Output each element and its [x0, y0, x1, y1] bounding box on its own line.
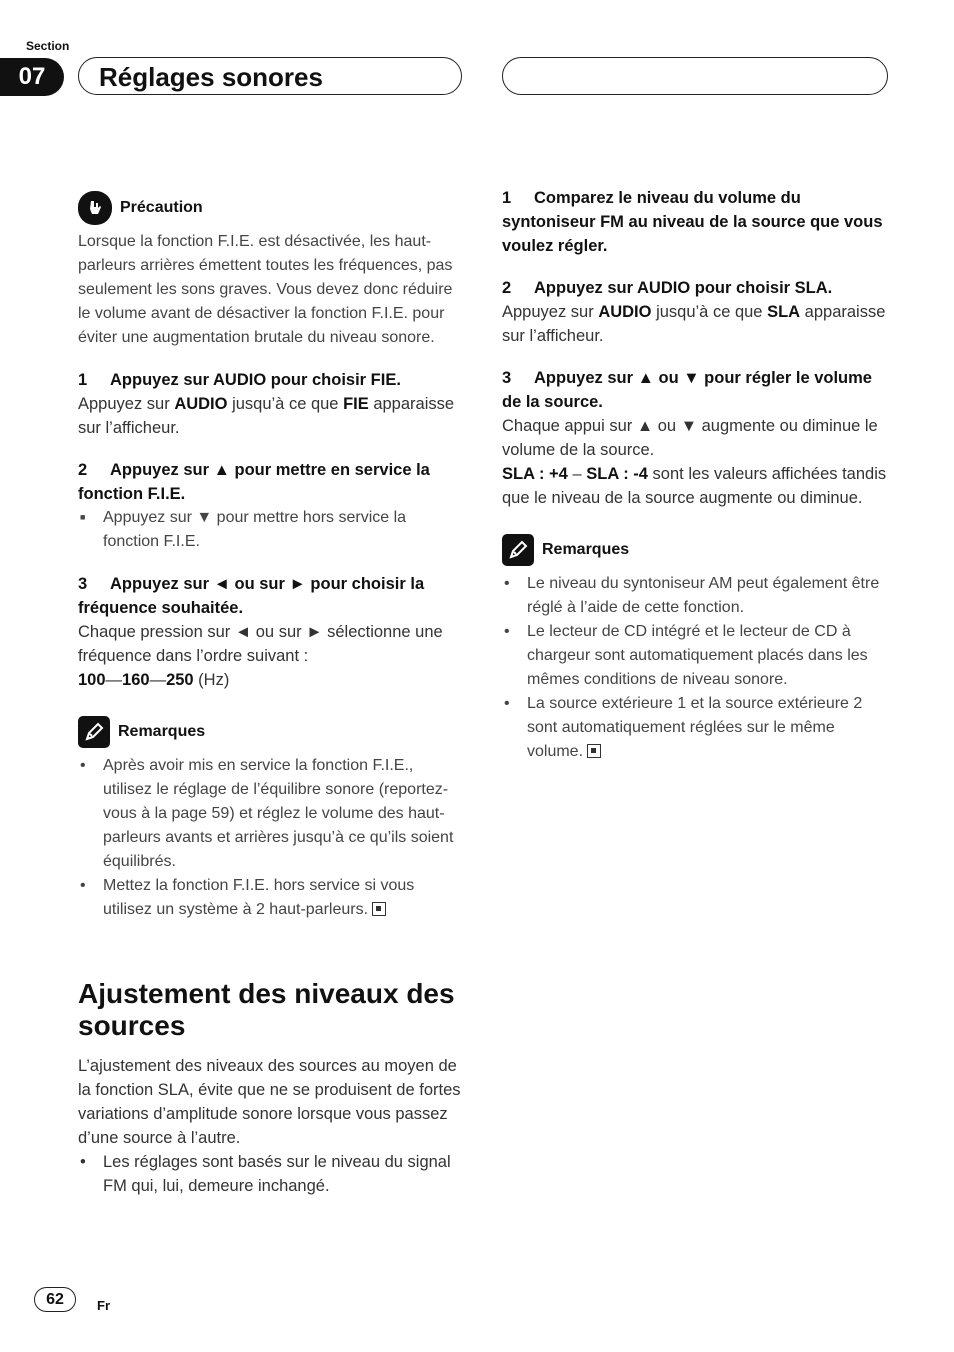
section-label: Section — [26, 39, 70, 53]
end-mark-icon — [372, 902, 386, 916]
step-2-fie — [78, 458, 464, 506]
step-title: Appuyez sur AUDIO pour choisir SLA. — [534, 279, 833, 297]
list-item: • Les réglages sont basés sur le niveau du signal FM qui, lui, demeure inchangé. — [78, 1150, 464, 1198]
step-title: Comparez le niveau du volume du syntoniseur FM au niveau de la source que vous voulez régler. — [502, 189, 883, 255]
step-title: Appuyez sur AUDIO pour choisir FIE. — [110, 371, 401, 389]
step-3-fie — [78, 572, 464, 620]
right-column — [502, 186, 888, 764]
frequency-sequence: 100—160—250 (Hz) — [78, 671, 230, 689]
step-2-sla — [502, 276, 888, 300]
caution-hand-icon — [78, 191, 112, 225]
step-2-text: Appuyez sur AUDIO jusqu’à ce que SLA apparaisse sur l’afficheur. — [502, 303, 886, 345]
step-number: 2 — [78, 461, 88, 479]
list-item: • Après avoir mis en service la fonction F.I.E., utilisez le réglage de l’équilibre sonore (reportez-vous à la page 59) et réglez le volume des haut-parleurs avants et arrières jusqu’à ce qu’ils soient équilibrés. — [78, 754, 464, 874]
list-item: • Mettez la fonction F.I.E. hors service si vous utilisez un système à 2 haut-parleurs. — [78, 874, 464, 922]
sla-values: SLA : +4 – SLA : -4 sont les valeurs affichées tandis que le niveau de la source augmente ou diminue. — [502, 465, 887, 507]
left-column — [78, 190, 464, 1198]
list-item: • La source extérieure 1 et la source extérieure 2 sont automatiquement réglées sur le même volume. — [502, 692, 888, 764]
remarks-header — [78, 714, 464, 750]
pencil-icon — [78, 716, 110, 748]
step-1-fie — [78, 368, 464, 392]
step-title: Appuyez sur ▲ pour mettre en service la fonction F.I.E. — [78, 461, 430, 503]
remarks-header — [502, 532, 888, 568]
page-number: 62 — [34, 1287, 76, 1312]
step-number: 3 — [502, 369, 512, 387]
step-3-text: Chaque pression sur ◄ ou sur ► sélectionne une fréquence dans l’ordre suivant : — [78, 623, 443, 665]
end-mark-icon — [587, 744, 601, 758]
caution-header — [78, 190, 464, 226]
caution-text: Lorsque la fonction F.I.E. est désactivée, les haut-parleurs arrières émettent toutes les fréquences, pas seulement les sons graves. Vous devez donc réduire le volume avant de désactiver la fonction F.I.E. pour éviter une augmentation brutale du niveau sonore. — [78, 233, 453, 346]
remarks-title: Remarques — [542, 541, 630, 558]
step-3-sla — [502, 366, 888, 414]
empty-title-box — [502, 57, 888, 95]
step-title: Appuyez sur ◄ ou sur ► pour choisir la fréquence souhaitée. — [78, 575, 425, 617]
step-1-text: Appuyez sur AUDIO jusqu’à ce que FIE apparaisse sur l’afficheur. — [78, 395, 455, 437]
chapter-title: Réglages sonores — [99, 62, 323, 92]
list-item: • Le niveau du syntoniseur AM peut également être réglé à l’aide de cette fonction. — [502, 572, 888, 620]
list-item: ■ Appuyez sur ▼ pour mettre hors service la fonction F.I.E. — [78, 506, 464, 554]
language-label: Fr — [97, 1298, 110, 1313]
step-number: 1 — [502, 189, 512, 207]
step-number: 3 — [78, 575, 88, 593]
section-heading: Ajustement des niveaux des sources — [78, 978, 455, 1041]
intro-text: L’ajustement des niveaux des sources au moyen de la fonction SLA, évite que ne se produisent de fortes variations d’amplitude sonore lorsque vous passez d’une source à l’autre. — [78, 1057, 461, 1147]
chapter-title-box — [78, 57, 462, 95]
caution-title: Précaution — [120, 199, 203, 216]
step-title: Appuyez sur ▲ ou ▼ pour régler le volume de la source. — [502, 369, 872, 411]
remarks-title: Remarques — [118, 723, 206, 740]
section-number: 07 — [0, 58, 64, 96]
step-number: 1 — [78, 371, 88, 389]
pencil-icon — [502, 534, 534, 566]
step-1-sla — [502, 186, 888, 258]
step-number: 2 — [502, 279, 512, 297]
step-3-text: Chaque appui sur ▲ ou ▼ augmente ou diminue le volume de la source. — [502, 417, 878, 459]
list-item: • Le lecteur de CD intégré et le lecteur de CD à chargeur sont automatiquement placés dans les mêmes conditions de niveau sonore. — [502, 620, 888, 692]
